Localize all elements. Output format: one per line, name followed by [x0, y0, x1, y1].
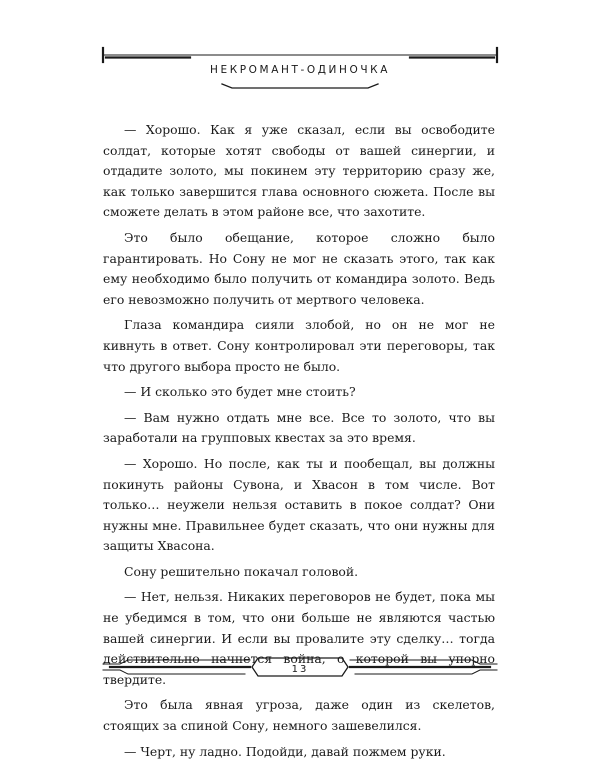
paragraph: — Хорошо. Но после, как ты и пообещал, вы должны покинуть районы Сувона, и Хвасон в том числе. Вот только… неужели нельзя оставить в покое солдат? Они нужны мне. Правильнее будет сказать, что они нужны для защиты Хвасона.: [103, 455, 495, 554]
paragraph: Сону решительно покачал головой.: [124, 563, 359, 579]
header-ornament: [0, 0, 600, 110]
paragraph: — Черт, ну ладно. Подойди, давай пожмем руки.: [124, 743, 446, 759]
paragraph: — Хорошо. Как я уже сказал, если вы освободите солдат, которые хотят свободы от вашей синергии, и отдадите золото, мы покинем эту территорию сразу же, как только завершится глава основного сюжета. После вы сможете делать в этом районе все, что захотите.: [103, 122, 495, 220]
paragraph: — И сколько это будет мне стоить?: [124, 384, 356, 400]
paragraph: Это было обещание, которое сложно было гарантировать. Но Сону не мог не сказать этого, так как ему необходимо было получить от командира золото. Ведь его невозможно получить от мертвого человека.: [103, 229, 495, 307]
running-header-title: НЕКРОМАНТ-ОДИНОЧКА: [209, 64, 391, 76]
paragraph: Это была явная угроза, даже один из скелетов, стоящих за спиной Сону, немного зашевелился.: [103, 697, 495, 734]
paragraph: — Вам нужно отдать мне все. Все то золото, что вы заработали на групповых квестах за это время.: [103, 409, 495, 446]
title-underline: [222, 84, 378, 88]
page-number: 13: [291, 664, 309, 675]
paragraph: Глаза командира сияли злобой, но он не мог не кивнуть в ответ. Сону контролировал эти переговоры, так что другого выбора просто не было.: [103, 317, 495, 374]
paragraph: — Нет, нельзя. Никаких переговоров не будет, пока мы не убедимся в том, что они больше не являются частью вашей синергии. И если вы провалите эту сделку… тогда действительно начнется война, о которой вы упорно твердите.: [103, 589, 495, 687]
